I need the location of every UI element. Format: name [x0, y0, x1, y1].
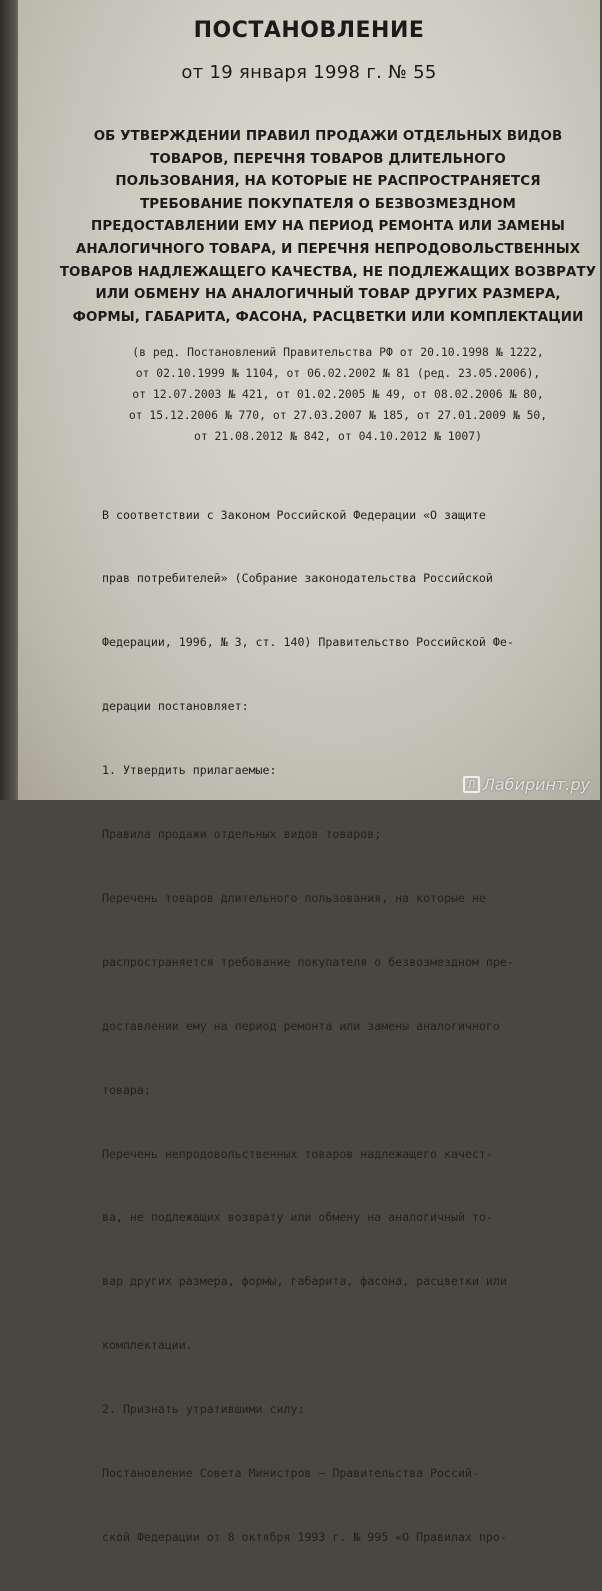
body-line: прав потребителей» (Собрание законодательства Российской	[102, 571, 493, 586]
document-heading	[58, 126, 598, 329]
amendments-line: от 12.07.2003 № 421, от 01.02.2005 № 49, от 08.02.2006 № 80,	[132, 387, 544, 401]
amendments-line: от 15.12.2006 № 770, от 27.03.2007 № 185, от 27.01.2009 № 50,	[128, 408, 548, 422]
amendments-line: от 02.10.1999 № 1104, от 06.02.2002 № 81 (ред. 23.05.2006),	[135, 366, 541, 380]
amendments-line: от 21.08.2012 № 842, от 04.10.2012 № 1007)	[193, 429, 483, 443]
body-line: 1. Утвердить прилагаемые:	[102, 763, 277, 778]
document-title: ПОСТАНОВЛЕНИЕ	[193, 18, 425, 43]
body-line: 2. Признать утратившими силу:	[102, 1402, 305, 1417]
body-line: товара;	[102, 1082, 151, 1097]
labirint-logo-icon: Л	[463, 776, 480, 793]
body-line: Постановление Совета Министров — Правительства Россий-	[102, 1465, 479, 1480]
heading-line: ТОВАРОВ, ПЕРЕЧНЯ ТОВАРОВ ДЛИТЕЛЬНОГО	[150, 151, 506, 167]
body-line: вар других размера, формы, габарита, фасона, расцветки или	[102, 1274, 507, 1289]
body-line: В соответствии с Законом Российской Федерации «О защите	[102, 507, 486, 522]
heading-line: ТРЕБОВАНИЕ ПОКУПАТЕЛЯ О БЕЗВОЗМЕЗДНОМ	[140, 196, 516, 212]
heading-line: ИЛИ ОБМЕНУ НА АНАЛОГИЧНЫЙ ТОВАР ДРУГИХ РАЗМЕРА,	[95, 287, 561, 303]
body-line: Правила продажи отдельных видов товаров;	[102, 827, 382, 842]
body-line: комплектации.	[102, 1338, 193, 1353]
heading-line: ТОВАРОВ НАДЛЕЖАЩЕГО КАЧЕСТВА, НЕ ПОДЛЕЖАЩИХ ВОЗВРАТУ	[59, 264, 597, 280]
body-line: Перечень товаров длительного пользования, на которые не	[102, 890, 486, 905]
amendments-line: (в ред. Постановлений Правительства РФ от 20.10.1998 № 1222,	[132, 345, 544, 359]
body-line: доставлении ему на период ремонта или замены аналогичного	[102, 1018, 500, 1033]
watermark-text: Лабиринт.ру	[482, 775, 590, 794]
amendments-note	[78, 342, 598, 447]
document-body	[102, 462, 602, 1591]
document-date: от 19 января 1998 г. № 55	[181, 62, 437, 83]
heading-line: АНАЛОГИЧНОГО ТОВАРА, И ПЕРЕЧНЯ НЕПРОДОВОЛЬСТВЕННЫХ	[75, 241, 581, 257]
body-line: ва, не подлежащих возврату или обмену на аналогичный то-	[102, 1210, 493, 1225]
labirint-watermark	[463, 775, 590, 794]
document-page	[18, 0, 600, 1544]
body-line: ской Федерации от 8 октября 1993 г. № 995 «О Правилах про-	[102, 1529, 507, 1544]
body-line: дерации постановляет:	[102, 699, 249, 714]
body-line: распространяется требование покупателя о безвозмездном пре-	[102, 954, 514, 969]
heading-line: ОБ УТВЕРЖДЕНИИ ПРАВИЛ ПРОДАЖИ ОТДЕЛЬНЫХ ВИДОВ	[93, 129, 563, 144]
heading-line: ПРЕДОСТАВЛЕНИИ ЕМУ НА ПЕРИОД РЕМОНТА ИЛИ ЗАМЕНЫ	[91, 219, 565, 235]
heading-line: ФОРМЫ, ГАБАРИТА, ФАСОНА, РАСЦВЕТКИ ИЛИ КОМПЛЕКТАЦИИ	[72, 309, 584, 325]
body-line: Федерации, 1996, № 3, ст. 140) Правительство Российской Фе-	[102, 635, 514, 650]
body-line: Перечень непродовольственных товаров надлежащего качест-	[102, 1146, 493, 1161]
heading-line: ПОЛЬЗОВАНИЯ, НА КОТОРЫЕ НЕ РАСПРОСТРАНЯЕТСЯ	[115, 174, 541, 190]
